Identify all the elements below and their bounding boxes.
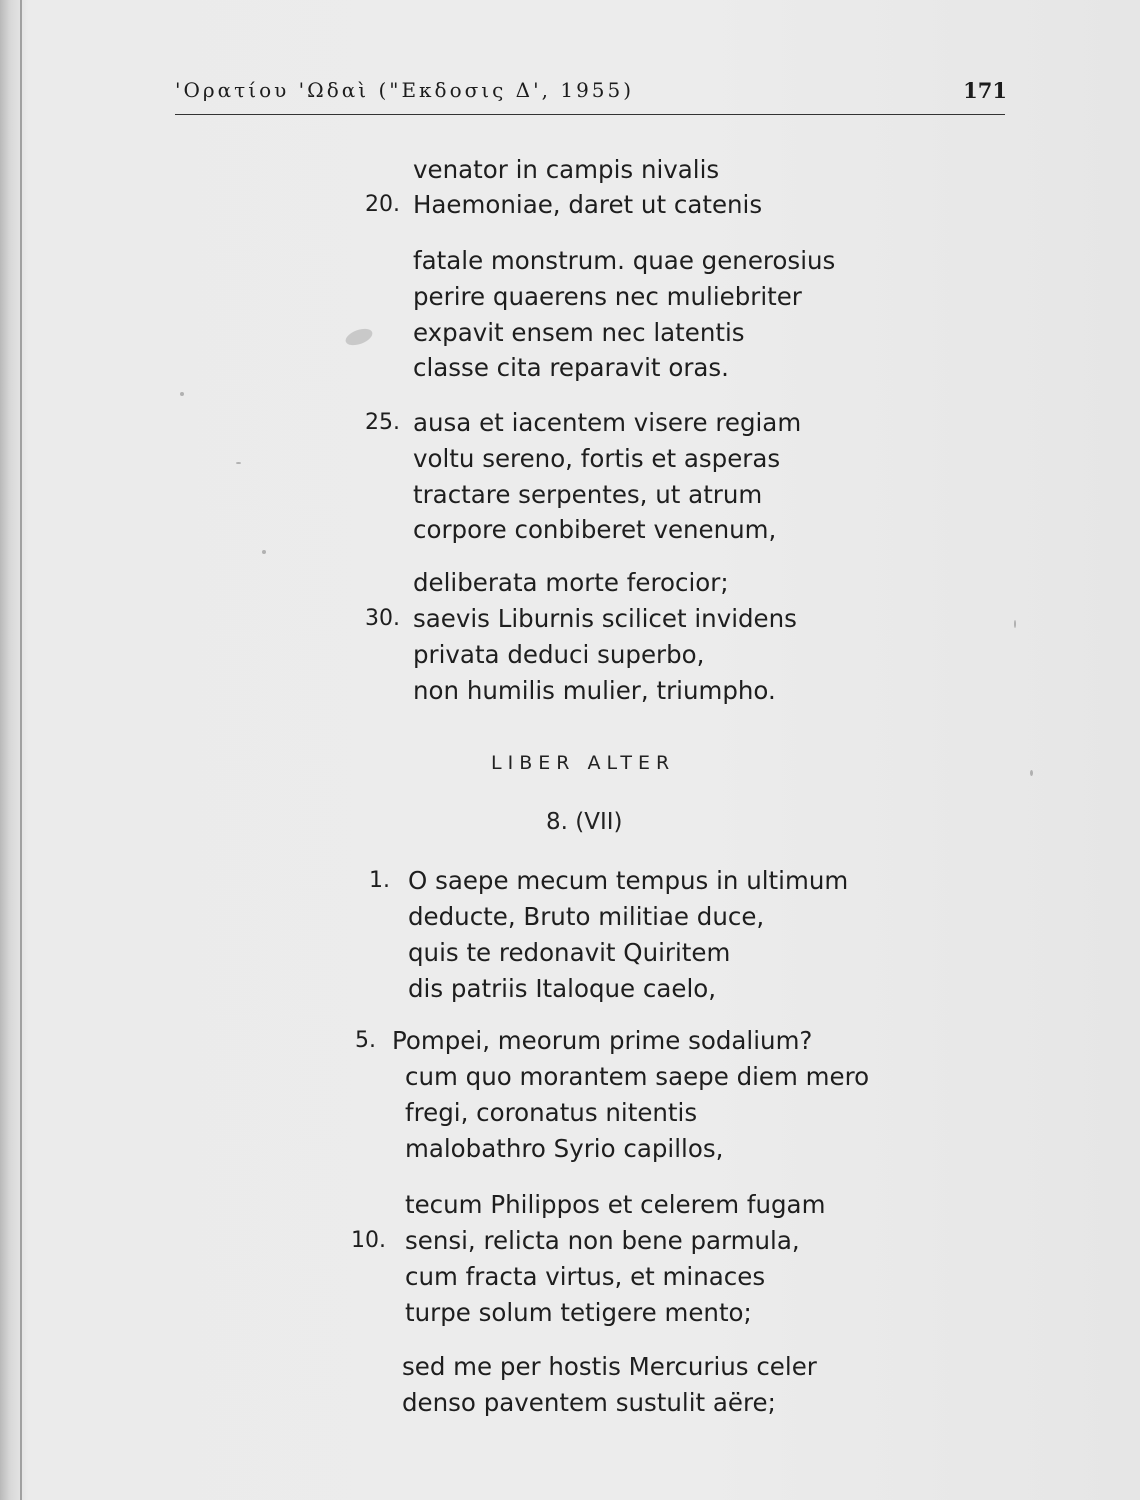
ink-speck [1030, 770, 1033, 776]
section-heading: LIBER ALTER [491, 752, 676, 774]
line-number: 20. [365, 192, 400, 217]
verse-line: ausa et iacentem visere regiam [413, 408, 802, 437]
binding-edge [20, 0, 22, 1500]
verse-line: fregi, coronatus nitentis [405, 1098, 698, 1127]
verse-line: O saepe mecum tempus in ultimum [408, 866, 849, 895]
verse-line: perire quaerens nec muliebriter [413, 282, 802, 311]
page-number: 171 [963, 78, 1007, 103]
verse-line: Haemoniae, daret ut catenis [413, 190, 763, 219]
line-number: 30. [365, 606, 400, 631]
verse-line: sensi, relicta non bene parmula, [405, 1226, 800, 1255]
verse-line: fatale monstrum. quae generosius [413, 246, 836, 275]
ink-speck [262, 550, 266, 554]
verse-line: classe cita reparavit oras. [413, 353, 729, 382]
verse-line: saevis Liburnis scilicet invidens [413, 604, 797, 633]
line-number: 5. [355, 1028, 376, 1053]
verse-line: cum quo morantem saepe diem mero [405, 1062, 870, 1091]
ode-number: 8. (VII) [546, 809, 623, 835]
running-header [175, 74, 1005, 115]
line-number: 10. [351, 1228, 386, 1253]
verse-line: cum fracta virtus, et minaces [405, 1262, 766, 1291]
verse-line: denso paventem sustulit aëre; [402, 1388, 776, 1417]
verse-line: non humilis mulier, triumpho. [413, 676, 776, 705]
verse-line: Pompei, meorum prime sodalium? [392, 1026, 813, 1055]
verse-line: corpore conbiberet venenum, [413, 515, 777, 544]
ink-smudge [343, 326, 374, 349]
ink-speck [1014, 620, 1016, 628]
verse-line: sed me per hostis Mercurius celer [402, 1352, 817, 1381]
verse-line: voltu sereno, fortis et asperas [413, 444, 781, 473]
verse-line: expavit ensem nec latentis [413, 318, 745, 347]
verse-line: deliberata morte ferocior; [413, 568, 729, 597]
verse-line: venator in campis nivalis [413, 155, 720, 184]
ink-speck [236, 462, 241, 464]
verse-line: dis patriis Italoque caelo, [408, 974, 717, 1003]
verse-line: tractare serpentes, ut atrum [413, 480, 763, 509]
verse-line: turpe solum tetigere mento; [405, 1298, 752, 1327]
verse-line: quis te redonavit Quiritem [408, 938, 731, 967]
line-number: 25. [365, 410, 400, 435]
verse-line: deducte, Bruto militiae duce, [408, 902, 765, 931]
header-title: 'Ορατίου 'Ωδαὶ ("Εκδοσις Δ', 1955) [175, 78, 635, 102]
verse-line: malobathro Syrio capillos, [405, 1134, 724, 1163]
ink-speck [180, 392, 184, 396]
verse-line: tecum Philippos et celerem fugam [405, 1190, 826, 1219]
verse-line: privata deduci superbo, [413, 640, 705, 669]
line-number: 1. [369, 868, 390, 893]
